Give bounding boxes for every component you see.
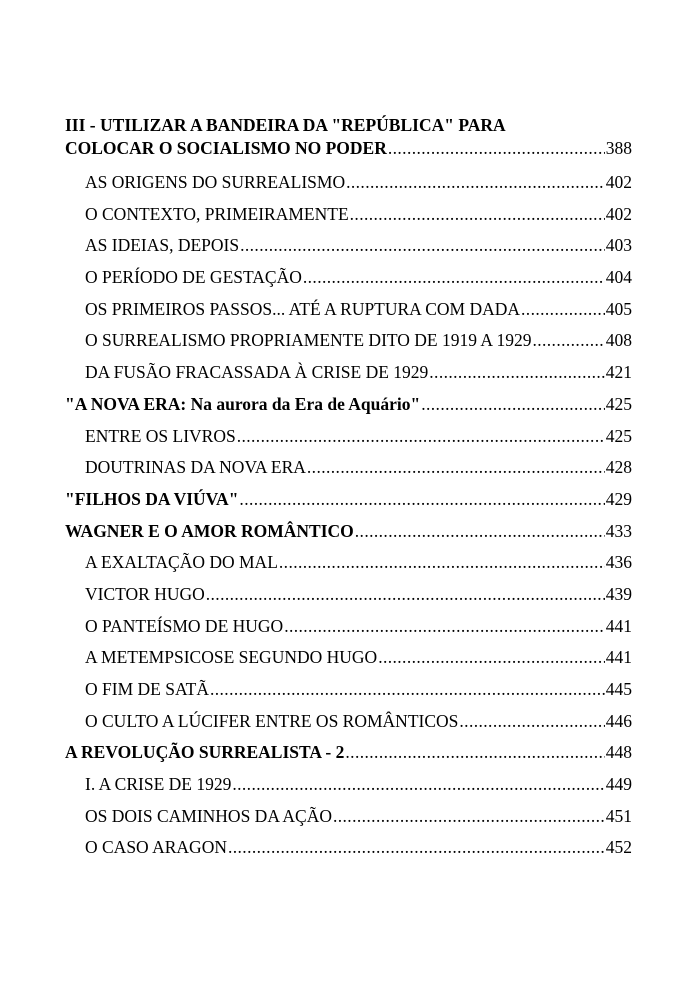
toc-entry-main bbox=[65, 136, 632, 160]
page-number: 402 bbox=[605, 172, 632, 192]
entry-title: WAGNER E O AMOR ROMÂNTICO bbox=[65, 520, 354, 541]
dot-leader bbox=[279, 547, 605, 579]
entry-title: O PANTEÍSMO DE HUGO bbox=[85, 615, 284, 636]
dot-leader bbox=[388, 136, 605, 160]
page-number: 436 bbox=[605, 552, 632, 573]
dot-leader bbox=[355, 516, 605, 548]
dot-leader bbox=[521, 294, 605, 326]
page-number: 441 bbox=[605, 647, 632, 668]
toc-entry-sub bbox=[65, 199, 632, 231]
toc-entry-sub bbox=[65, 547, 632, 579]
toc-entry-sub bbox=[65, 801, 632, 833]
toc-entry-sub bbox=[65, 579, 632, 611]
entry-title: DOUTRINAS DA NOVA ERA bbox=[85, 457, 306, 478]
dot-leader bbox=[210, 674, 605, 706]
dot-leader bbox=[378, 642, 605, 674]
page-number: 449 bbox=[605, 774, 632, 795]
toc-entry-sub bbox=[65, 611, 632, 643]
toc-entry-sub bbox=[65, 642, 632, 674]
page-number: 425 bbox=[605, 393, 632, 414]
entry-title: O CASO ARAGON bbox=[85, 837, 227, 858]
toc-heading-line2: COLOCAR O SOCIALISMO NO PODER bbox=[65, 138, 387, 158]
entry-title: O CONTEXTO, PRIMEIRAMENTE bbox=[85, 203, 349, 224]
dot-leader bbox=[429, 357, 604, 389]
dot-leader bbox=[345, 737, 604, 769]
page-number: 439 bbox=[605, 583, 632, 604]
page-number: 445 bbox=[605, 679, 632, 699]
page-number: 421 bbox=[605, 362, 632, 383]
page-number: 433 bbox=[605, 520, 632, 541]
entry-title: OS DOIS CAMINHOS DA AÇÃO bbox=[85, 805, 332, 826]
toc-entries bbox=[65, 167, 632, 864]
entry-title: OS PRIMEIROS PASSOS... ATÉ A RUPTURA COM DADA bbox=[85, 298, 521, 319]
toc-entry-sub bbox=[65, 832, 632, 864]
toc-entry-sub bbox=[65, 262, 632, 294]
page-number: 448 bbox=[605, 742, 632, 763]
toc-entry-sub bbox=[65, 706, 632, 738]
entry-title: A REVOLUÇÃO SURREALISTA - 2 bbox=[65, 742, 345, 763]
dot-leader bbox=[232, 769, 604, 801]
page-number: 408 bbox=[605, 330, 632, 351]
page-number: 429 bbox=[605, 488, 632, 509]
dot-leader bbox=[532, 325, 604, 357]
page-number: 388 bbox=[605, 138, 632, 158]
page-number: 402 bbox=[605, 203, 632, 224]
entry-title: O FIM DE SATÃ bbox=[85, 679, 209, 699]
dot-leader bbox=[303, 262, 605, 294]
toc-entry-sub bbox=[65, 325, 632, 357]
toc-heading-line1: III - UTILIZAR A BANDEIRA DA "REPÚBLICA" PARA bbox=[65, 115, 506, 135]
dot-leader bbox=[284, 611, 605, 643]
entry-title: "FILHOS DA VIÚVA" bbox=[65, 488, 239, 509]
dot-leader bbox=[346, 167, 605, 199]
dot-leader bbox=[239, 484, 604, 516]
dot-leader bbox=[459, 706, 604, 738]
toc-entry-main bbox=[65, 389, 632, 421]
toc-entry-sub bbox=[65, 452, 632, 484]
page-number: 451 bbox=[605, 805, 632, 826]
dot-leader bbox=[333, 801, 605, 833]
entry-title: "A NOVA ERA: Na aurora da Era de Aquário" bbox=[65, 393, 421, 414]
entry-title: ENTRE OS LIVROS bbox=[85, 425, 236, 446]
page-number: 446 bbox=[605, 710, 632, 731]
entry-title: A METEMPSICOSE SEGUNDO HUGO bbox=[85, 647, 378, 668]
page-number: 452 bbox=[605, 837, 632, 858]
entry-title: AS IDEIAS, DEPOIS bbox=[85, 235, 240, 256]
toc-entry-sub bbox=[65, 769, 632, 801]
page-number: 441 bbox=[605, 615, 632, 636]
entry-title: DA FUSÃO FRACASSADA À CRISE DE 1929 bbox=[85, 362, 429, 383]
entry-title: O PERÍODO DE GESTAÇÃO bbox=[85, 267, 302, 288]
toc-entry-sub bbox=[65, 230, 632, 262]
table-of-contents bbox=[65, 114, 632, 864]
toc-entry-main bbox=[65, 516, 632, 548]
dot-leader bbox=[421, 389, 605, 421]
dot-leader bbox=[237, 421, 605, 453]
dot-leader bbox=[307, 452, 605, 484]
entry-title: A EXALTAÇÃO DO MAL bbox=[85, 552, 278, 573]
page-number: 405 bbox=[605, 298, 632, 319]
entry-title: O SURREALISMO PROPRIAMENTE DITO DE 1919 A 1929 bbox=[85, 330, 532, 351]
page-number: 425 bbox=[605, 425, 632, 446]
dot-leader bbox=[240, 230, 605, 262]
dot-leader bbox=[206, 579, 605, 611]
toc-entry-sub bbox=[65, 357, 632, 389]
page-number: 403 bbox=[605, 235, 632, 256]
entry-title: VICTOR HUGO bbox=[85, 583, 205, 604]
dot-leader bbox=[228, 832, 605, 864]
page-number: 404 bbox=[605, 267, 632, 288]
toc-entry-sub bbox=[65, 294, 632, 326]
toc-entry-main bbox=[65, 737, 632, 769]
toc-entry-sub bbox=[65, 674, 632, 706]
entry-title: AS ORIGENS DO SURREALISMO bbox=[85, 172, 346, 192]
toc-entry-sub bbox=[65, 421, 632, 453]
entry-title: O CULTO A LÚCIFER ENTRE OS ROMÂNTICOS bbox=[85, 710, 459, 731]
dot-leader bbox=[350, 199, 605, 231]
entry-title: I. A CRISE DE 1929 bbox=[85, 774, 232, 795]
page-number: 428 bbox=[605, 457, 632, 478]
toc-entry-sub bbox=[65, 167, 632, 199]
toc-entry-main bbox=[65, 484, 632, 516]
